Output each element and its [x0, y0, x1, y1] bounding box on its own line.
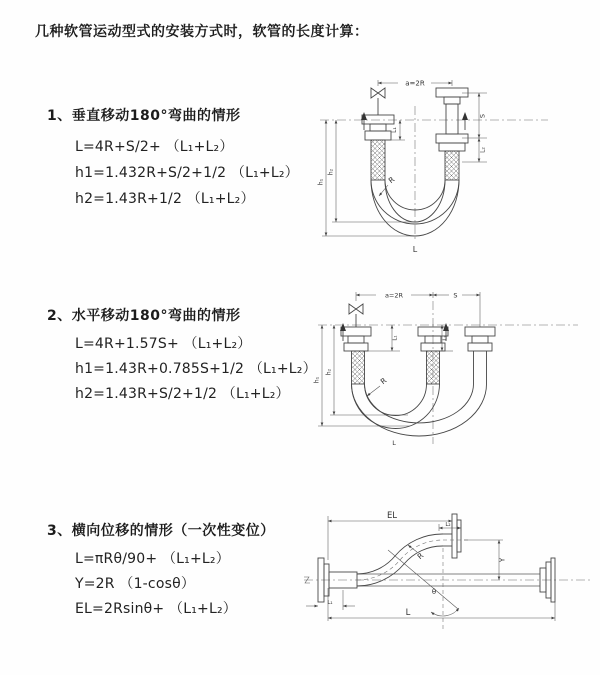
section-2-heading: 2、水平移动180°弯曲的情形 [47, 308, 241, 324]
diagram-lateral-displacement [298, 500, 598, 658]
dim-label-l2: L₂ [479, 147, 487, 153]
dim-label-s: S [453, 291, 458, 300]
length-label: L [392, 439, 396, 447]
dim-label-l1: L₁ [392, 335, 399, 341]
section-2-formula-L: L=4R+1.57S+ （L₁+L₂） [75, 336, 252, 352]
dim-label-s: S [478, 113, 487, 119]
section-1-formula-L: L=4R+S/2+ （L₁+L₂） [75, 139, 234, 155]
radius-label: R [415, 550, 426, 562]
section-2-formula-h2: h2=1.43R+S/2+1/2 （L₁+L₂） [75, 386, 290, 402]
diagram-horizontal-180-bend [310, 284, 595, 456]
section-3-formula-L: L=πRθ/90+ （L₁+L₂） [75, 551, 230, 567]
length-label: L [412, 245, 418, 254]
radius-label: R [378, 375, 389, 387]
dim-label-l2: L₂ [442, 335, 449, 341]
angle-arc [431, 608, 459, 616]
section-3-heading: 3、横向位移的情形（一次性变位） [47, 523, 275, 539]
page-title: 几种软管运动型式的安装方式时，软管的长度计算： [35, 24, 369, 40]
dim-label-h2: h₂ [327, 168, 335, 176]
valve-icon [349, 304, 363, 327]
dim-label-el: EL [386, 511, 398, 521]
section-3-formula-EL: EL=2Rsinθ+ （L₁+L₂） [75, 601, 237, 617]
displaced-flange [443, 514, 468, 558]
radius-label: R [386, 174, 397, 186]
section-1-formula-h1: h1=1.432R+S/2+1/2 （L₁+L₂） [75, 165, 299, 181]
right-hose-fitting [465, 327, 495, 351]
dim-label-h1: h₁ [317, 178, 325, 186]
left-hose-fitting [341, 327, 371, 384]
section-1-heading: 1、垂直移动180°弯曲的情形 [47, 108, 241, 124]
dim-label-l1: L₁ [327, 600, 333, 606]
dim-label-l2: L₂ [445, 522, 451, 528]
length-label: L [405, 608, 411, 618]
dim-label-a2r: a=2R [405, 79, 425, 88]
dim-label-h1: h₁ [313, 376, 321, 384]
section-3-formula-Y: Y=2R （1-cosθ） [75, 576, 196, 592]
dim-label-l1: L₁ [391, 127, 398, 133]
right-hose-fitting [436, 88, 468, 180]
dim-label-y: Y [498, 557, 507, 563]
diagram-vertical-180-bend [312, 72, 597, 264]
left-hose-fitting [362, 115, 394, 180]
angle-label: θ [431, 588, 437, 596]
dim-label-h2: h₂ [325, 368, 333, 376]
valve-icon [371, 88, 385, 115]
section-1-formula-h2: h2=1.43R+1/2 （L₁+L₂） [75, 191, 255, 207]
dim-label-a2r: a=2R [384, 291, 404, 300]
hose-u-bend [352, 351, 487, 436]
section-2-formula-h1: h1=1.43R+0.785S+1/2 （L₁+L₂） [75, 361, 317, 377]
